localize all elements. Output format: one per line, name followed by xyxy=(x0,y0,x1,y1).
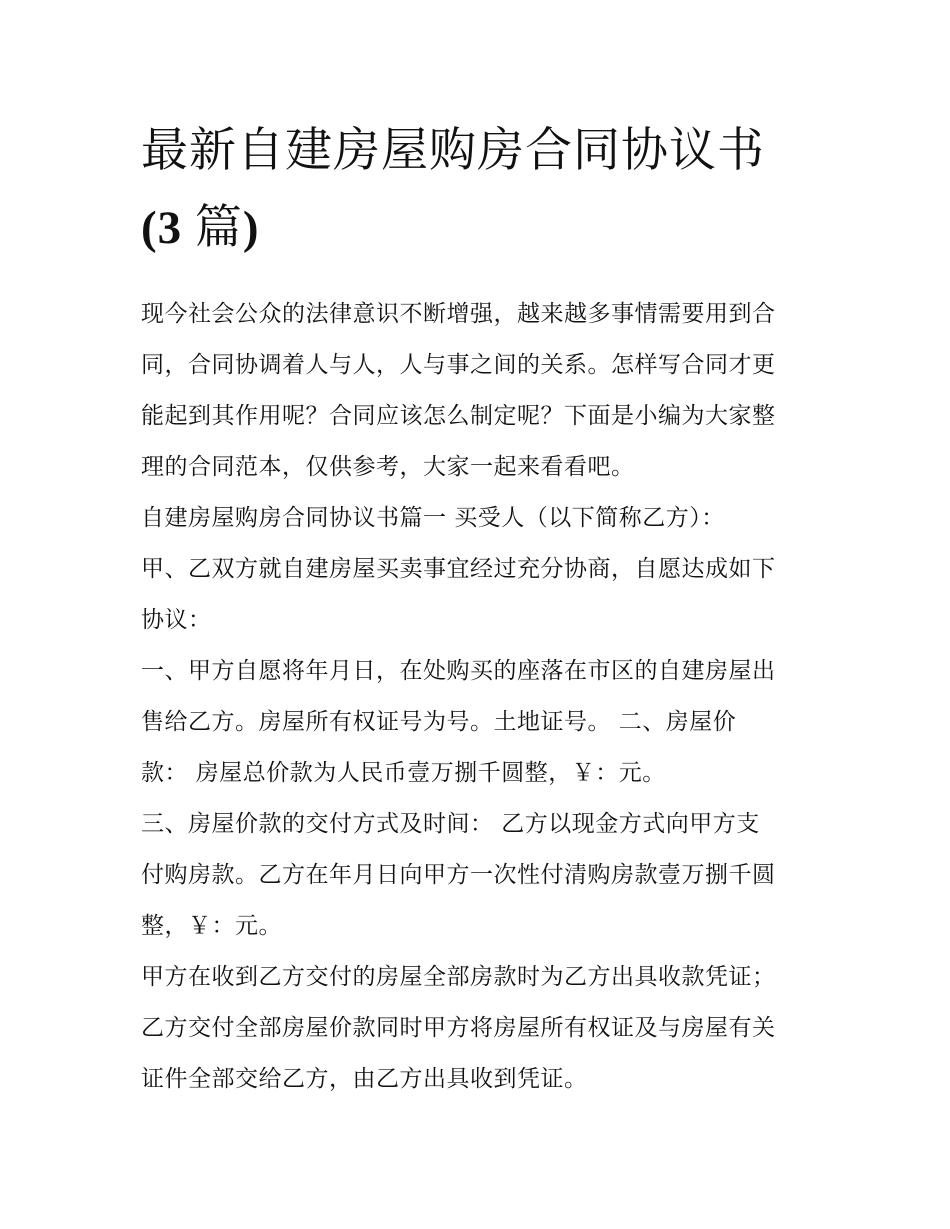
text-line: 三、房屋价款的交付方式及时间： 乙方以现金方式向甲方支 xyxy=(141,811,760,837)
title-line-1: 最新自建房屋购房合同协议书 xyxy=(141,123,765,178)
title-pian: 篇 xyxy=(194,200,243,255)
paragraph-receipt xyxy=(141,952,821,1105)
text-line: 整，￥：元。 xyxy=(141,913,282,939)
text-line: 能起到其作用呢？合同应该怎么制定呢？下面是小编为大家整 xyxy=(141,403,776,429)
text-line: 甲、乙双方就自建房屋买卖事宜经过充分协商，自愿达成如下 xyxy=(141,556,776,582)
text-line: 甲方在收到乙方交付的房屋全部房款时为乙方出具收款凭证； xyxy=(141,964,776,990)
text-line: 一、甲方自愿将年月日，在处购买的座落在市区的自建房屋出 xyxy=(141,658,776,684)
document-body xyxy=(141,289,821,1105)
title-line-2 xyxy=(141,189,821,267)
text-line: 付购房款。乙方在年月日向甲方一次性付清购房款壹万捌千圆 xyxy=(141,862,776,888)
text-line: 证件全部交给乙方，由乙方出具收到凭证。 xyxy=(141,1066,588,1092)
text-line: 乙方交付全部房屋价款同时甲方将房屋所有权证及与房屋有关 xyxy=(141,1015,776,1041)
paragraph-clause-1 xyxy=(141,646,821,799)
title-paren-close: ) xyxy=(242,202,260,254)
paragraph-intro xyxy=(141,289,821,493)
document-page xyxy=(141,112,821,1105)
paragraph-clause-3 xyxy=(141,799,821,952)
document-title xyxy=(141,112,821,267)
text-line: 协议： xyxy=(141,607,212,633)
title-paren-open: (3 xyxy=(141,202,195,254)
text-line: 现今社会公众的法律意识不断增强，越来越多事情需要用到合 xyxy=(141,301,776,327)
text-line: 理的合同范本，仅供参考，大家一起来看看吧。 xyxy=(141,454,635,480)
text-line: 自建房屋购房合同协议书篇一 买受人（以下简称乙方）： xyxy=(141,505,725,531)
text-line: 款： 房屋总价款为人民币壹万捌千圆整，￥：元。 xyxy=(141,760,666,786)
text-line: 售给乙方。房屋所有权证号为号。土地证号。 二、房屋价 xyxy=(141,709,737,735)
paragraph-agreement-intro xyxy=(141,544,821,646)
paragraph-section-heading xyxy=(141,493,821,544)
text-line: 同，合同协调着人与人，人与事之间的关系。怎样写合同才更 xyxy=(141,352,776,378)
